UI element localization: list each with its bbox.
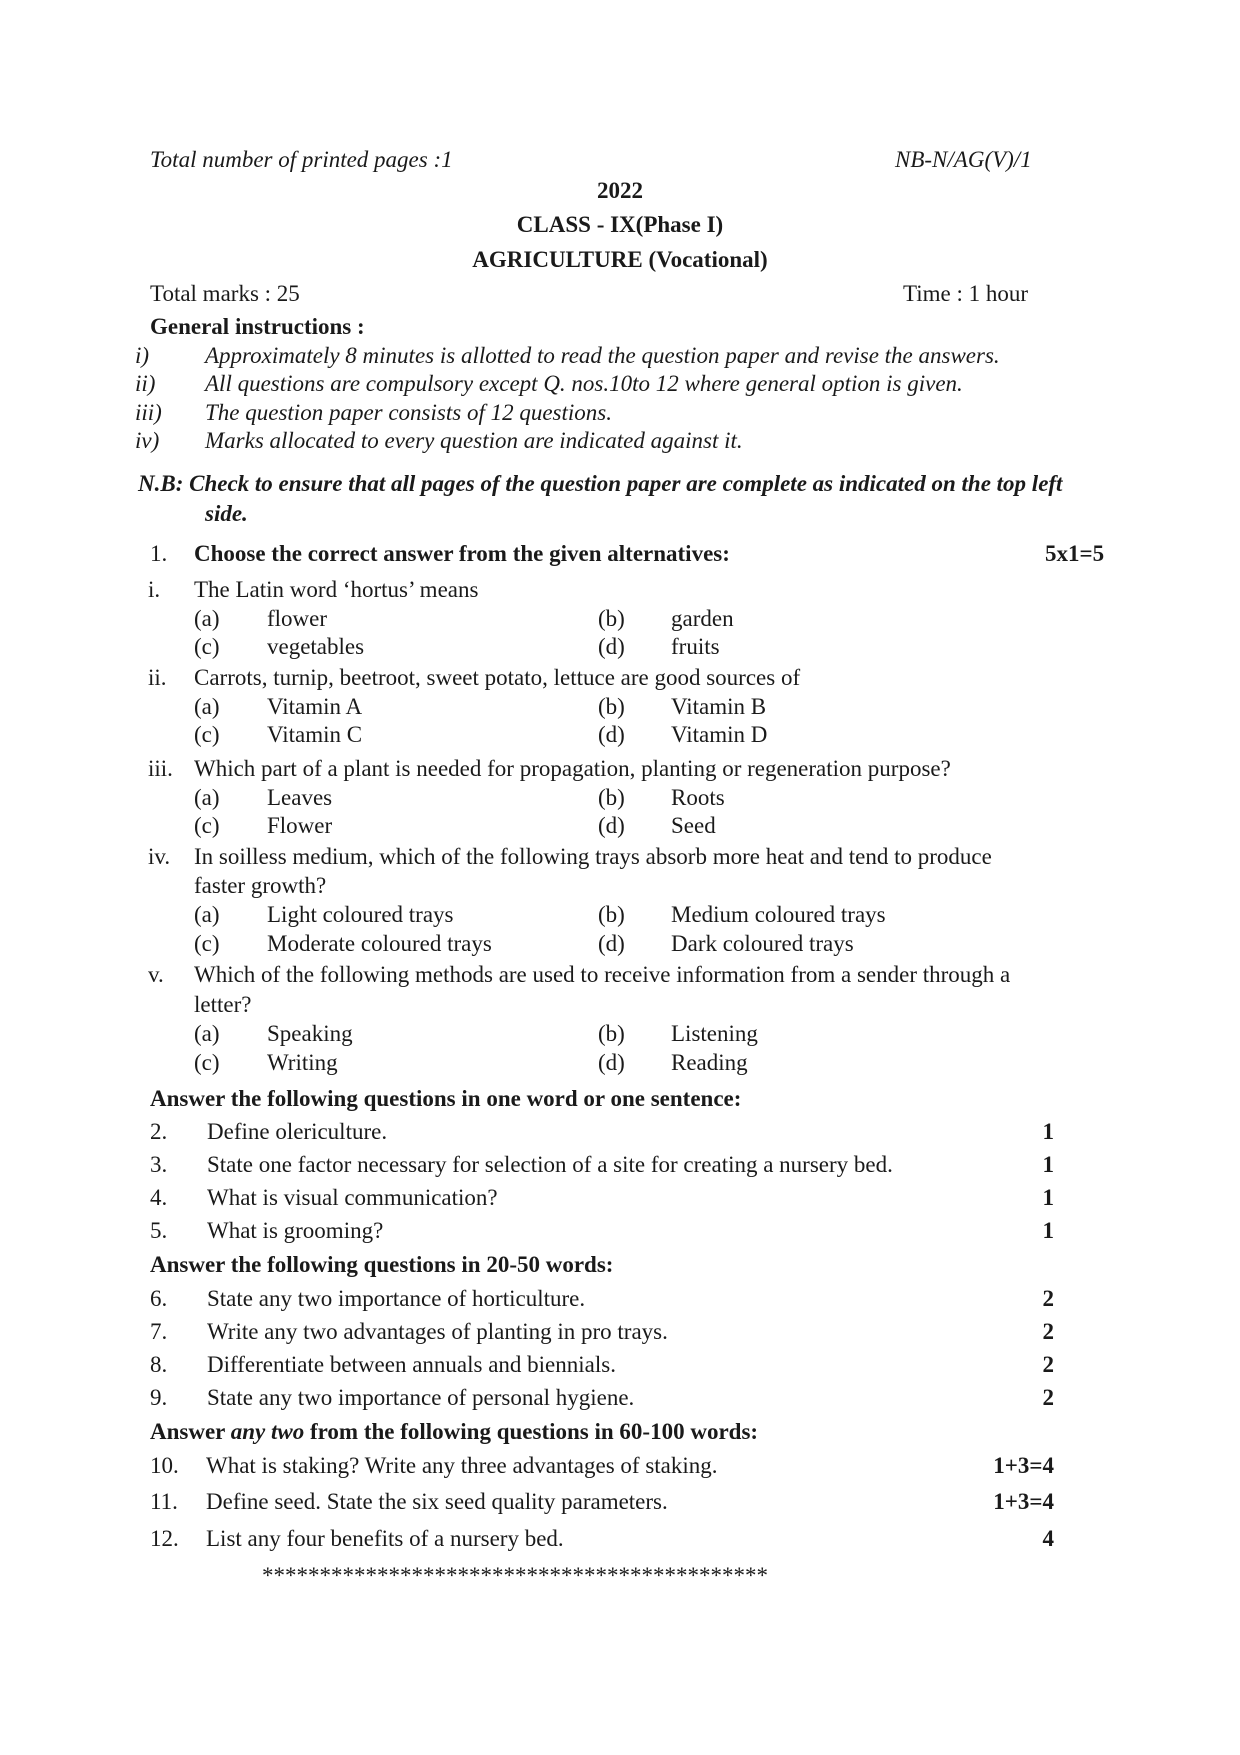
mcq-number: iii. — [148, 756, 173, 781]
instruction-number: ii) — [135, 371, 156, 396]
question-text: Differentiate between annuals and biennials. — [207, 1352, 616, 1377]
instruction-text: Approximately 8 minutes is allotted to read the question paper and revise the answers. — [205, 343, 1000, 368]
option-text: Speaking — [267, 1021, 353, 1046]
question-number: 10. — [150, 1453, 179, 1478]
option-label: (a) — [194, 785, 220, 810]
option-label: (a) — [194, 902, 220, 927]
option-label: (d) — [598, 634, 625, 659]
option-text: Writing — [267, 1050, 338, 1075]
option-label: (a) — [194, 1021, 220, 1046]
question-marks: 2 — [1042, 1352, 1054, 1377]
option-label: (c) — [194, 634, 220, 659]
section-long-answer-title-post: from the following questions in 60-100 words: — [304, 1419, 759, 1444]
option-label: (b) — [598, 1021, 625, 1046]
mcq-stem: letter? — [194, 992, 252, 1017]
question-text: Write any two advantages of planting in pro trays. — [207, 1319, 668, 1344]
mcq-stem: Which part of a plant is needed for propagation, planting or regeneration purpose? — [194, 756, 951, 781]
question-number: 8. — [150, 1352, 168, 1377]
option-text: garden — [671, 606, 734, 631]
class-title: CLASS - IX(Phase I) — [516, 212, 724, 237]
question-marks: 1+3=4 — [993, 1489, 1054, 1514]
question-1-text: Choose the correct answer from the given alternatives: — [194, 541, 730, 566]
section-long-answer-title-emphasis: any two — [230, 1419, 305, 1444]
option-text: Vitamin D — [671, 722, 768, 747]
question-text: What is staking? Write any three advantages of staking. — [206, 1453, 718, 1478]
question-number: 12. — [150, 1526, 179, 1551]
question-marks: 1 — [1042, 1152, 1054, 1177]
option-label: (b) — [598, 902, 625, 927]
question-1-number: 1. — [150, 541, 168, 566]
question-marks: 4 — [1042, 1526, 1054, 1551]
question-text: State any two importance of horticulture. — [207, 1286, 586, 1311]
exam-year: 2022 — [597, 178, 643, 203]
subject-title: AGRICULTURE (Vocational) — [472, 247, 768, 272]
question-number: 4. — [150, 1185, 168, 1210]
mcq-number: i. — [148, 577, 161, 602]
option-text: Reading — [671, 1050, 748, 1075]
mcq-number: ii. — [148, 665, 167, 690]
option-label: (b) — [598, 785, 625, 810]
option-text: Vitamin B — [671, 694, 767, 719]
option-text: Moderate coloured trays — [267, 931, 492, 956]
question-marks: 1 — [1042, 1119, 1054, 1144]
instruction-text: Marks allocated to every question are indicated against it. — [205, 428, 743, 453]
question-1-marks: 5x1=5 — [1045, 541, 1105, 566]
mcq-stem: Which of the following methods are used to receive information from a sender through a — [194, 962, 1011, 987]
question-number: 9. — [150, 1385, 168, 1410]
option-label: (d) — [598, 1050, 625, 1075]
question-marks: 2 — [1042, 1319, 1054, 1344]
question-marks: 1+3=4 — [993, 1453, 1054, 1478]
option-label: (a) — [194, 694, 220, 719]
option-label: (c) — [194, 931, 220, 956]
nb-note-line2: side. — [205, 501, 248, 526]
nb-note-line1: N.B: Check to ensure that all pages of the question paper are complete as indicated on the top left — [138, 471, 1063, 496]
mcq-stem: faster growth? — [194, 873, 327, 898]
option-label: (c) — [194, 722, 220, 747]
question-text: What is visual communication? — [207, 1185, 498, 1210]
option-text: vegetables — [267, 634, 365, 659]
option-label: (a) — [194, 606, 220, 631]
option-text: Leaves — [267, 785, 333, 810]
time-allowed: Time : 1 hour — [903, 281, 1029, 306]
mcq-stem: Carrots, turnip, beetroot, sweet potato, lettuce are good sources of — [194, 665, 801, 690]
question-text: What is grooming? — [207, 1218, 384, 1243]
instruction-number: iii) — [135, 400, 162, 425]
question-text: List any four benefits of a nursery bed. — [206, 1526, 564, 1551]
section-one-word-title: Answer the following questions in one word or one sentence: — [150, 1086, 742, 1111]
instruction-number: i) — [135, 343, 150, 368]
mcq-stem: In soilless medium, which of the following trays absorb more heat and tend to produce — [194, 844, 992, 869]
question-marks: 1 — [1042, 1185, 1054, 1210]
option-label: (d) — [598, 931, 625, 956]
instruction-number: iv) — [135, 428, 160, 453]
question-number: 2. — [150, 1119, 168, 1144]
option-text: Vitamin A — [267, 694, 363, 719]
option-label: (c) — [194, 813, 220, 838]
option-text: Seed — [671, 813, 716, 838]
instruction-text: All questions are compulsory except Q. nos.10to 12 where general option is given. — [205, 371, 963, 396]
option-label: (b) — [598, 606, 625, 631]
instruction-text: The question paper consists of 12 questions. — [205, 400, 612, 425]
section-long-answer-title — [150, 1418, 758, 1446]
question-text: State any two importance of personal hygiene. — [207, 1385, 635, 1410]
option-text: fruits — [671, 634, 720, 659]
question-marks: 2 — [1042, 1385, 1054, 1410]
option-text: flower — [267, 606, 328, 631]
option-text: Dark coloured trays — [671, 931, 854, 956]
question-number: 5. — [150, 1218, 168, 1243]
question-marks: 2 — [1042, 1286, 1054, 1311]
question-number: 3. — [150, 1152, 168, 1177]
option-text: Listening — [671, 1021, 758, 1046]
section-long-answer-title-pre: Answer — [150, 1419, 231, 1444]
total-marks: Total marks : 25 — [150, 281, 300, 306]
option-text: Medium coloured trays — [671, 902, 886, 927]
instructions-title: General instructions : — [150, 314, 365, 339]
section-short-answer-title: Answer the following questions in 20-50 words: — [150, 1252, 614, 1277]
question-text: Define olericulture. — [207, 1119, 388, 1144]
mcq-number: v. — [148, 962, 164, 987]
mcq-stem: The Latin word ‘hortus’ means — [194, 577, 479, 602]
question-number: 7. — [150, 1319, 168, 1344]
question-text: State one factor necessary for selection of a site for creating a nursery bed. — [207, 1152, 893, 1177]
question-text: Define seed. State the six seed quality parameters. — [206, 1489, 668, 1514]
option-text: Roots — [671, 785, 725, 810]
option-label: (c) — [194, 1050, 220, 1075]
option-text: Light coloured trays — [267, 902, 454, 927]
printed-pages-note: Total number of printed pages :1 — [150, 147, 453, 172]
option-text: Vitamin C — [267, 722, 363, 747]
paper-code: NB-N/AG(V)/1 — [895, 147, 1032, 172]
option-text: Flower — [267, 813, 333, 838]
option-label: (b) — [598, 694, 625, 719]
end-of-paper-stars: ******************************************** — [262, 1563, 768, 1588]
option-label: (d) — [598, 722, 625, 747]
option-label: (d) — [598, 813, 625, 838]
question-number: 11. — [150, 1489, 178, 1514]
question-number: 6. — [150, 1286, 168, 1311]
mcq-number: iv. — [148, 844, 171, 869]
question-marks: 1 — [1042, 1218, 1054, 1243]
